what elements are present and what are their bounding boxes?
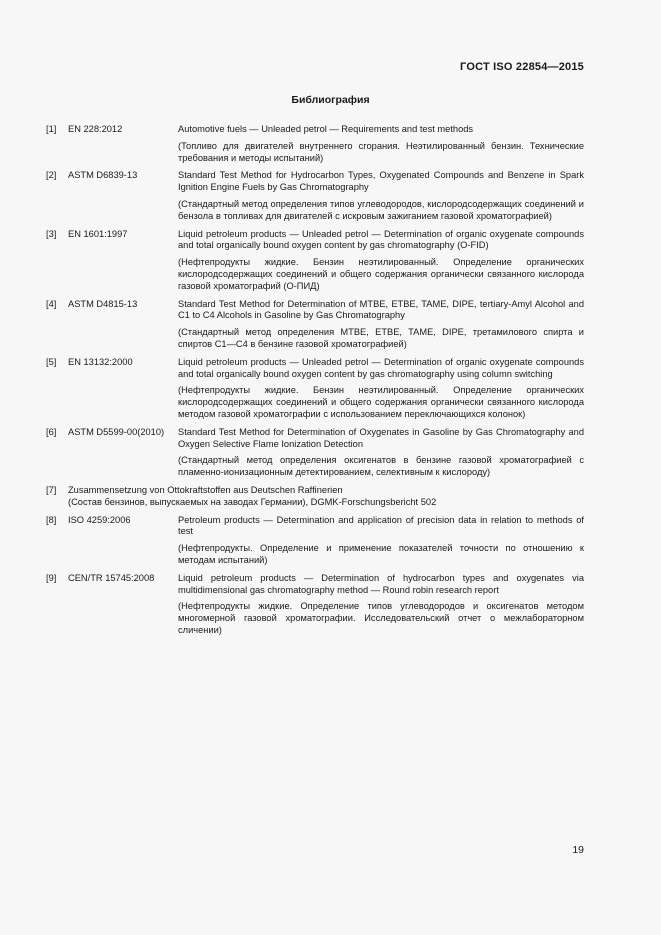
entry-number: [5]	[46, 356, 57, 367]
entry-code: EN 228:2012	[68, 124, 123, 134]
entry-title-en: Standard Test Method for Hydrocarbon Types, Oxygenated Compounds and Benzene in Spark Ignition Engine Fuels by Gas Chromatography	[178, 170, 584, 193]
entry-title-en: Liquid petroleum products — Unleaded petrol — Determination of organic oxygenate compounds and total organically bound oxygen content by gas chromatography using column switching	[178, 356, 584, 379]
bibliography-entry	[46, 170, 584, 222]
entry-number: [1]	[46, 124, 57, 134]
entry-title-ru: (Стандартный метод определения оксигенатов в бензине газовой хроматографией с пламенно-ионизационным детектированием, селективным к кислороду)	[178, 455, 584, 478]
entry-number: [6]	[46, 426, 57, 437]
document-header: ГОСТ ISO 22854—2015	[460, 61, 584, 73]
entry-code: CEN/TR 15745:2008	[68, 572, 155, 583]
entry-number: [3]	[46, 228, 57, 239]
entry-body	[178, 515, 584, 567]
entry-number: [7]	[46, 484, 57, 495]
entry-title-ru: (Топливо для двигателей внутреннего сгорания. Неэтилированный бензин. Технические требования и методы испытаний)	[178, 140, 584, 163]
bibliography-entry	[46, 485, 584, 509]
entry-title-ru: (Нефтепродукты жидкие. Определение типов углеводородов и оксигенатов методом многомерной газовой хроматографии. Исследовательский отчет о межлабораторном сличении)	[178, 601, 584, 635]
bibliography-entry	[46, 515, 584, 567]
entry-body	[178, 357, 584, 421]
entry-body	[178, 229, 584, 293]
entry-code: ASTM D6839-13	[68, 170, 138, 181]
entry-title-ru: (Состав бензинов, выпускаемых на заводах Германии), DGMK-Forschungsbericht 502	[68, 496, 437, 507]
entry-title-en: Liquid petroleum products — Determination of hydrocarbon types and oxygenates via multidimensional gas chromatography method — Round robin research report	[178, 572, 584, 595]
bibliography-entry	[46, 357, 584, 421]
entry-code: ISO 4259:2006	[68, 514, 131, 525]
entry-number: [9]	[46, 572, 57, 583]
entry-number: [2]	[46, 170, 57, 181]
entry-code: ASTM D4815-13	[68, 298, 138, 309]
bibliography-entry	[46, 573, 584, 637]
entry-number: [8]	[46, 514, 57, 525]
entry-body	[68, 485, 584, 509]
bibliography-entry	[46, 299, 584, 351]
entry-code: ASTM D5599-00(2010)	[68, 426, 165, 437]
bibliography-entry	[46, 427, 584, 479]
entry-title-ru: (Нефтепродукты жидкие. Бензин неэтилированный. Определение органических кислородсодержащих соединений и общего содержания органически связанного кислорода газовой хроматографий (О-ПИД)	[178, 257, 584, 291]
bibliography-entry	[46, 124, 584, 164]
entry-title-en: Petroleum products — Determination and application of precision data in relation to methods of test	[178, 514, 584, 537]
entry-code: EN 1601:1997	[68, 228, 128, 239]
entry-number: [4]	[46, 298, 57, 309]
entry-body	[178, 427, 584, 479]
entry-title-ru: (Нефтепродукты жидкие. Бензин неэтилированный. Определение органических кислородсодержащих соединений и общего содержания органически связанного кислорода методом газовой хроматографии с использованием переключающихся колонок)	[178, 385, 584, 419]
entry-title-en: Standard Test Method for Determination of Oxygenates in Gasoline by Gas Chromatography and Oxygen Selective Flame Ionization Detection	[178, 426, 584, 449]
entry-title-en: Automotive fuels — Unleaded petrol — Requirements and test methods	[178, 124, 474, 134]
entry-title-de: Zusammensetzung von Ottokraftstoffen aus Deutschen Raffinerien	[68, 484, 343, 495]
bibliography-list	[46, 124, 584, 643]
entry-body	[178, 124, 584, 164]
entry-title-ru: (Стандартный метод определения MTBE, ETBE, TAME, DIPE, третамилового спирта и спиртов C1—C4 в бензине газовой хроматографией)	[178, 327, 584, 349]
entry-code: EN 13132:2000	[68, 356, 133, 367]
page-title: Библиография	[291, 94, 370, 106]
entry-title-ru: (Стандартный метод определения типов углеводородов, кислородсодержащих соединений и бензола в топливах для двигателей с искровым зажиганием газовой хроматографией)	[178, 198, 584, 221]
entry-title-ru: (Нефтепродукты. Определение и применение показателей точности по отношению к методам испытаний)	[178, 543, 584, 565]
page-number: 19	[572, 844, 584, 856]
entry-body	[178, 299, 584, 351]
bibliography-entry	[46, 229, 584, 293]
entry-title-en: Liquid petroleum products — Unleaded petrol — Determination of organic oxygenate compounds and total organically bound oxygen content by gas chromatography (O-FID)	[178, 228, 584, 251]
entry-body	[178, 170, 584, 222]
entry-body	[178, 573, 584, 637]
entry-title-en: Standard Test Method for Determination of MTBE, ETBE, TAME, DIPE, tertiary-Amyl Alcohol and C1 to C4 Alcohols in Gasoline by Gas Chromatography	[178, 298, 584, 321]
